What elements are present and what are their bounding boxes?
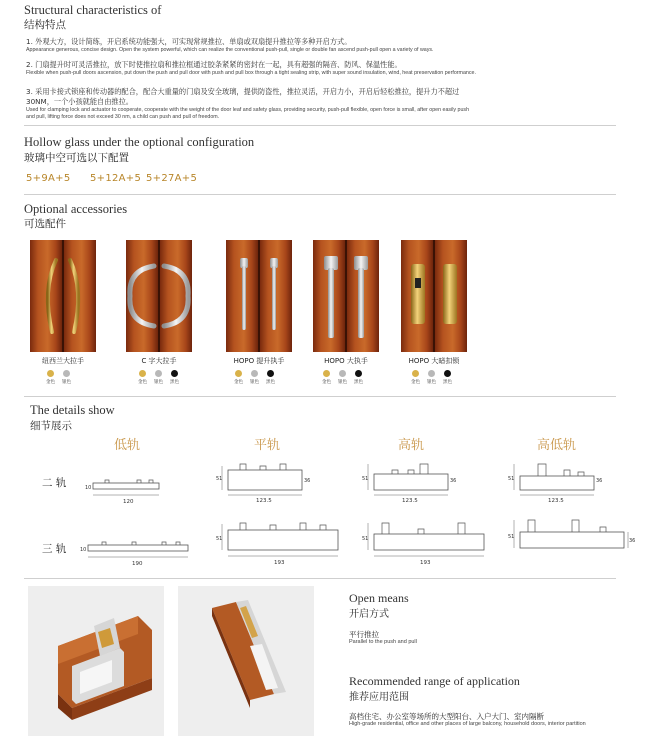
svg-text:36: 36 <box>450 478 457 484</box>
svg-text:123.5: 123.5 <box>402 498 418 504</box>
accessory-3-image <box>226 240 292 352</box>
svg-text:190: 190 <box>132 561 143 567</box>
glass-option-2: 5+12A+5 <box>90 173 142 184</box>
accessory-1-image <box>30 240 96 352</box>
open-title-cn: 开启方式 <box>349 609 389 620</box>
accessory-5-swatches: 金色 银色 黑色 <box>411 370 452 385</box>
application-title-en: Recommended range of application <box>349 674 520 688</box>
accessories-title-cn: 可选配件 <box>24 218 66 230</box>
profile-low-two-rail <box>85 478 163 508</box>
application-title-cn: 推荐应用范围 <box>349 692 409 703</box>
svg-text:36: 36 <box>629 538 636 544</box>
svg-text:193: 193 <box>420 560 431 566</box>
accessory-3-label: HOPO 提升执手 <box>233 357 285 365</box>
glass-title-en: Hollow glass under the optional configuration <box>24 135 255 149</box>
profile-high-low-three-rail <box>508 516 636 562</box>
svg-text:36: 36 <box>596 478 603 484</box>
profile-flat-two-rail <box>216 462 312 504</box>
low-two-width: 120 <box>123 499 134 505</box>
profile-high-two-rail <box>362 462 458 504</box>
accessory-4-label: HOPO 大执手 <box>324 357 368 365</box>
glass-title-cn: 玻璃中空可选以下配置 <box>24 152 129 164</box>
divider <box>24 396 616 397</box>
svg-text:10: 10 <box>80 547 87 553</box>
accessory-5-label: HOPO 大暗扣锁 <box>408 357 460 365</box>
divider <box>24 194 616 195</box>
point-2-en: Flexible when push-pull doors ascension, put down the push and pull door with push and pull box through a tight sealing strip, with super sound insulation, wind, heat preservation performance. <box>26 70 476 76</box>
low-two-height: 10 <box>85 485 92 491</box>
column-high-low-rail: 高低轨 <box>537 438 577 453</box>
point-3-cn-line1: 3. 采用卡接式锁座和传动器的配合，配合大重量的门扇及安全玻璃，提供防盗性，推拉灵活，开启力小，开启后轻松推拉，提升力不超过 <box>26 87 460 96</box>
accessory-5-image <box>401 240 467 352</box>
divider <box>24 578 616 579</box>
svg-text:123.5: 123.5 <box>548 498 564 504</box>
point-1-cn: 1. 外观大方，设计简练，开启系统功能强大，可实现常规推拉、单扇或双扇提升推拉等多种开启方式。 <box>26 37 352 46</box>
structure-title-cn: 结构特点 <box>24 19 66 31</box>
profile-high-three-rail <box>362 520 492 566</box>
svg-text:193: 193 <box>274 560 285 566</box>
accessory-4-image <box>313 240 379 352</box>
svg-text:51: 51 <box>362 536 369 542</box>
svg-text:51: 51 <box>216 476 223 482</box>
details-title-en: The details show <box>30 403 115 417</box>
application-value-cn: 高档住宅、办公室等场所的大型阳台、入户大门、室内隔断 <box>349 712 544 721</box>
profile-photo-2 <box>178 586 314 736</box>
svg-text:51: 51 <box>216 536 223 542</box>
column-high-rail: 高轨 <box>398 438 425 453</box>
row-two-rail: 二 轨 <box>42 477 67 489</box>
accessory-3-swatches: 金色 银色 黑色 <box>234 370 275 385</box>
divider <box>24 125 616 126</box>
point-1-en: Appearance generous, concise design. Open the system powerful, which can realize the conventional push-pull, single or double fan ascend push-pull open a variety of ways. <box>26 47 434 53</box>
point-2-cn: 2. 门扇提升时可灵活推拉，放下时使推拉扇和推拉框通过胶条紧紧的密封在一起，具有超强的隔音、防风、保温性能。 <box>26 60 402 69</box>
glass-option-1: 5+9A+5 <box>26 173 71 184</box>
open-value-en: Parallel to the push and pull <box>349 639 417 645</box>
row-three-rail: 三 轨 <box>42 543 67 555</box>
accessory-1-label: 纽西兰大拉手 <box>42 357 84 365</box>
svg-text:51: 51 <box>508 534 515 540</box>
profile-photo-1 <box>28 586 164 736</box>
point-3-en-line2: and pull, lifting force does not exceed 30 nm, a child can push and pull of freedom. <box>26 114 220 120</box>
accessories-title-en: Optional accessories <box>24 202 128 216</box>
column-low-rail: 低轨 <box>114 438 141 453</box>
svg-text:123.5: 123.5 <box>256 498 272 504</box>
point-3-en-line1: Used for clamping lock and actuator to cooperate, cooperate with the weight of the door leaf and safety glass, providing security, push-pull flexible, open force is small, after open easily push <box>26 107 470 113</box>
structure-title-en: Structural characteristics of <box>24 3 162 17</box>
svg-text:36: 36 <box>304 478 311 484</box>
glass-option-3: 5+27A+5 <box>146 173 198 184</box>
profile-high-low-two-rail <box>508 462 604 504</box>
point-3-cn-line2: 30NM，一个小孩就能自由推拉。 <box>26 97 133 106</box>
accessory-2-image <box>126 240 192 352</box>
accessory-2-swatches: 金色 银色 黑色 <box>138 370 179 385</box>
svg-text:51: 51 <box>362 476 369 482</box>
details-title-cn: 细节展示 <box>30 420 72 432</box>
profile-low-three-rail <box>80 540 192 570</box>
profile-flat-three-rail <box>216 520 346 566</box>
accessory-2-label: C 字大拉手 <box>141 357 177 365</box>
svg-text:51: 51 <box>508 476 515 482</box>
accessory-1-swatches: 金色 银色 <box>46 370 71 385</box>
column-flat-rail: 平轨 <box>254 438 281 453</box>
open-title-en: Open means <box>349 591 409 605</box>
application-value-en: High-grade residential, office and other places of large balcony, household doors, interior partition <box>349 721 586 727</box>
accessory-4-swatches: 金色 银色 黑色 <box>322 370 363 385</box>
open-value-cn: 平行推拉 <box>349 630 379 639</box>
